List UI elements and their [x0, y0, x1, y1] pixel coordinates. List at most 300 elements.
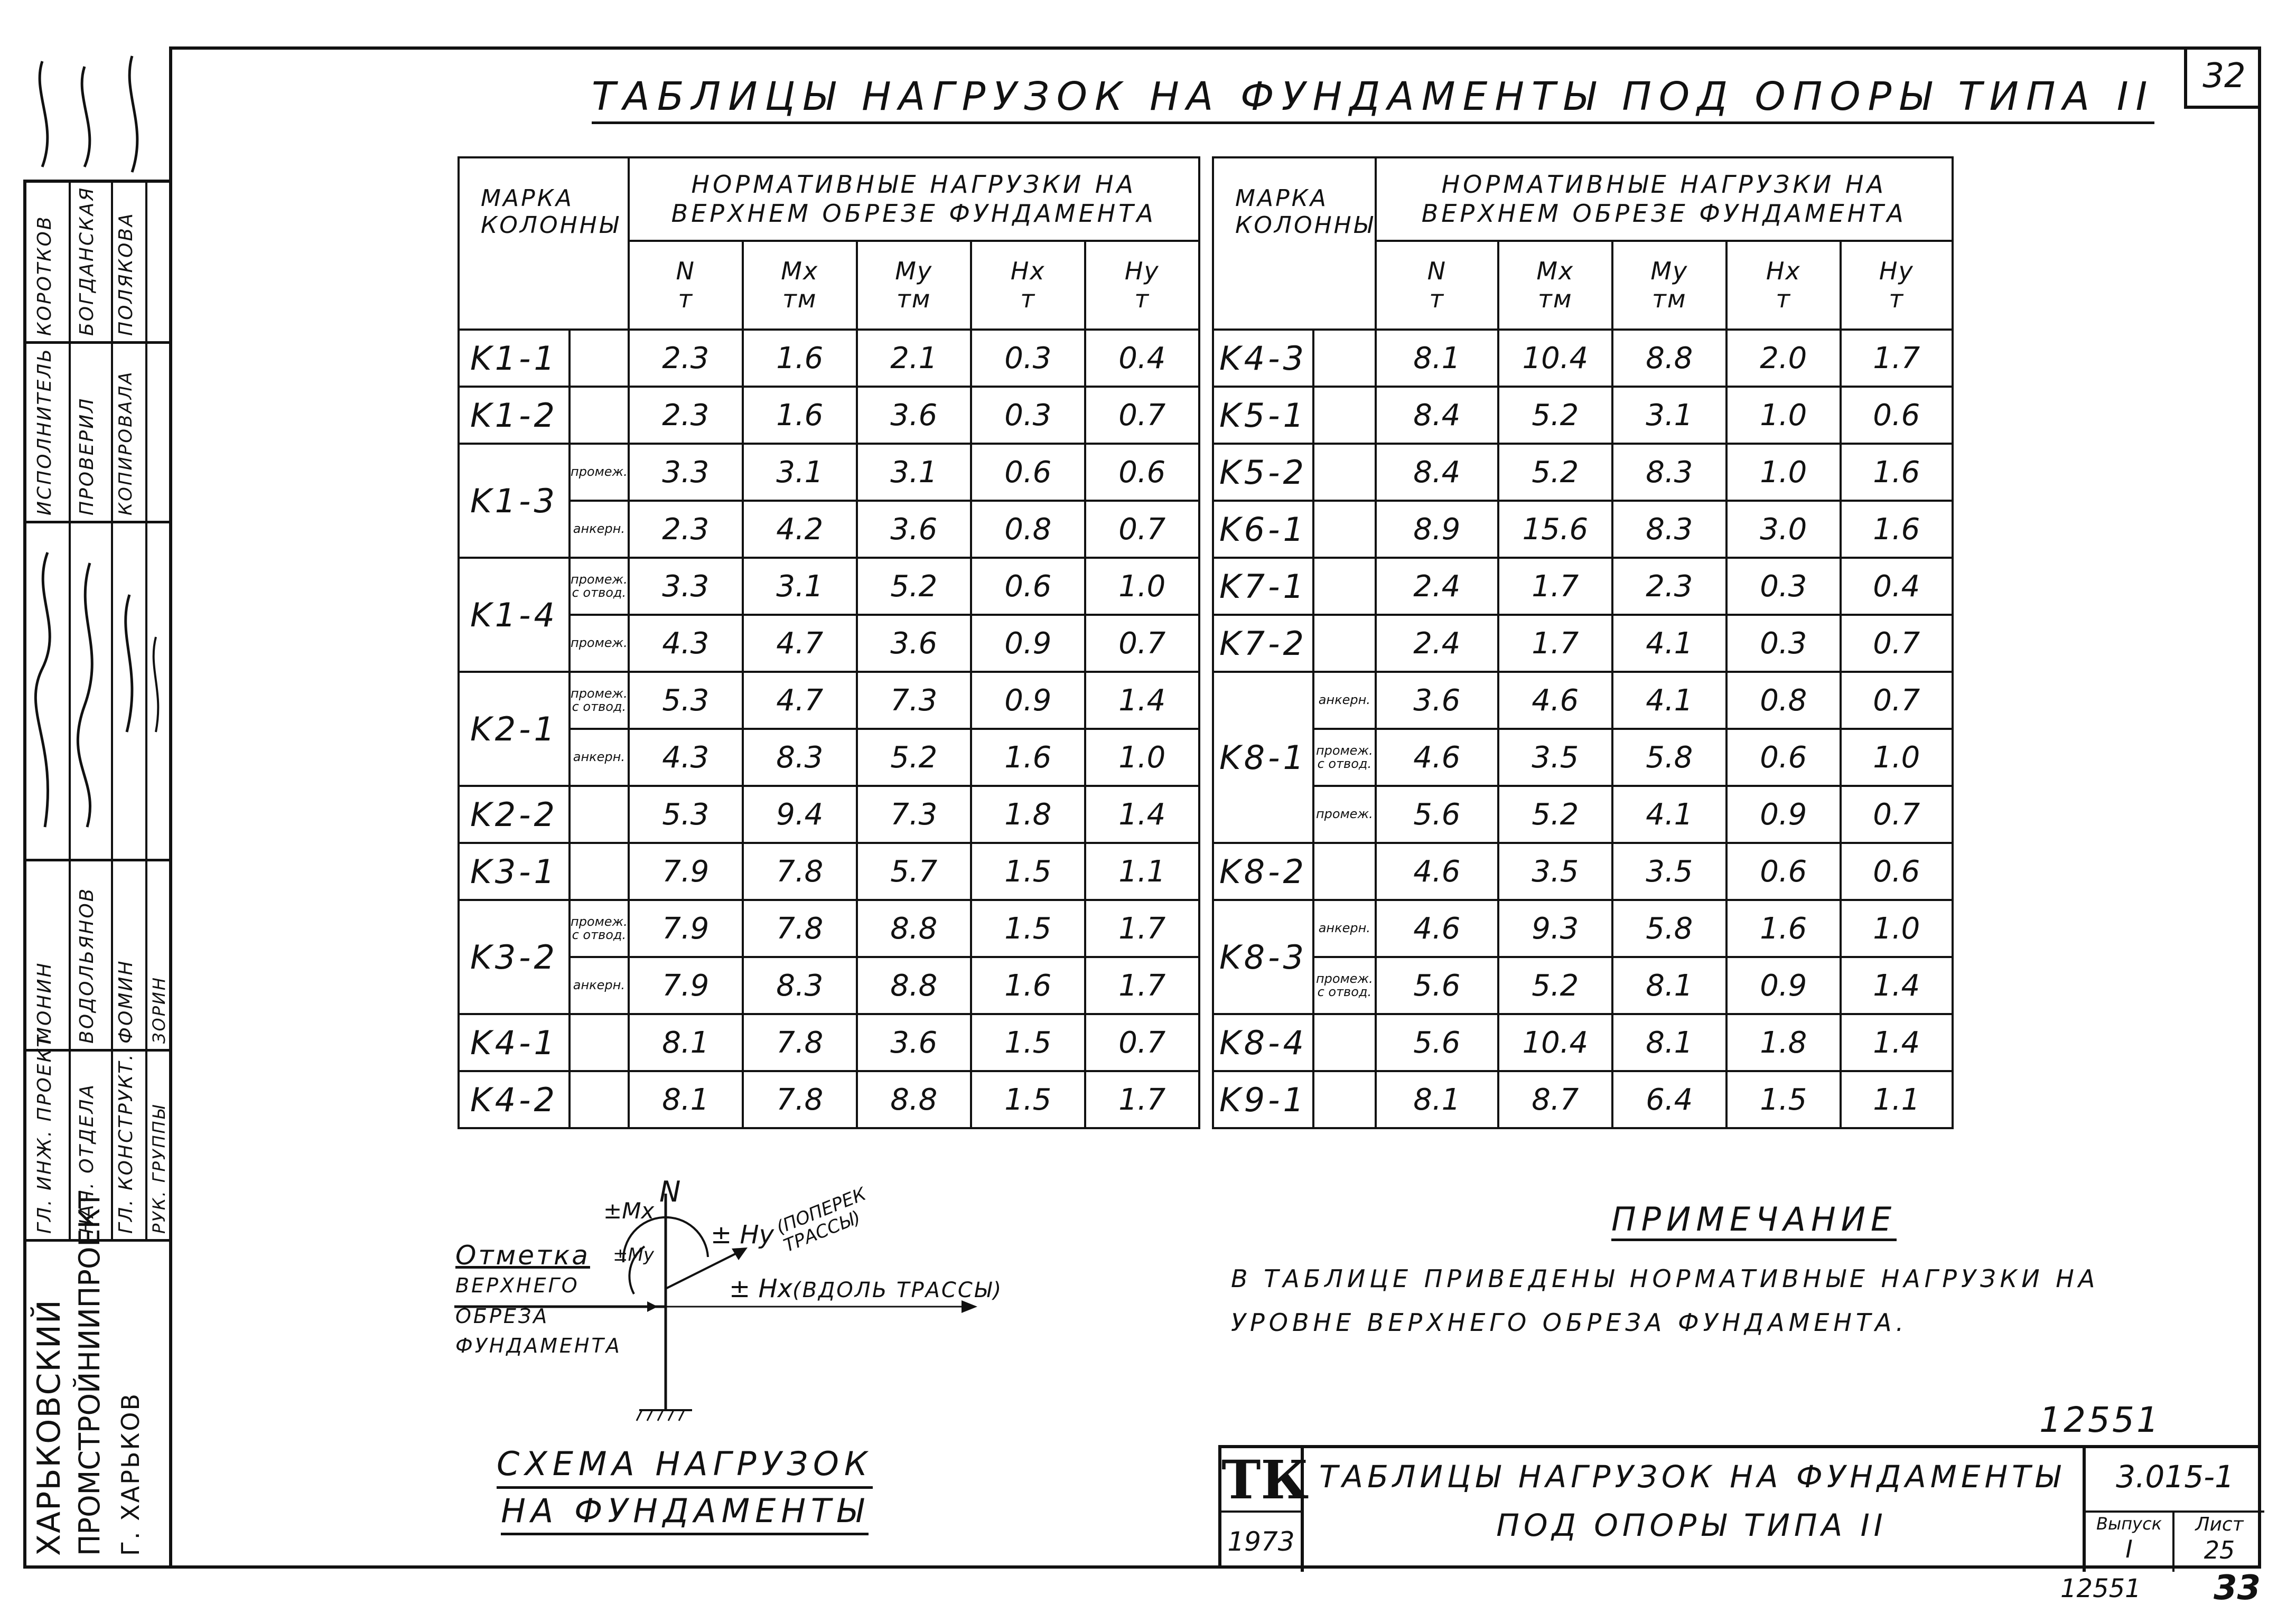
scheme-caption-line1: СХЕМА НАГРУЗОК [497, 1442, 873, 1489]
title-block-line2: ПОД ОПОРЫ ТИПА II [1496, 1507, 1887, 1543]
load-value-n: 4.3 [629, 615, 743, 672]
org-line-2: ПРОМСТРОЙНИИПРОЕКТ [73, 1191, 106, 1556]
load-value-hy: 0.7 [1085, 615, 1199, 672]
note-title: ПРИМЕЧАНИЕ [1611, 1200, 1897, 1241]
load-value-mx: 9.4 [743, 786, 857, 843]
row-subtype [570, 1071, 629, 1128]
load-value-my: 8.1 [1612, 1014, 1726, 1071]
tk-logo: ТК [1221, 1449, 1309, 1511]
load-value-n: 8.4 [1376, 444, 1498, 501]
load-value-hy: 0.6 [1085, 444, 1199, 501]
header-col-name: Hx [1766, 257, 1801, 286]
stamp-role-0: ГЛ. ИНЖ. ПРОЕКТ. [34, 1026, 55, 1234]
stamp-role2-2: КОПИРОВАЛА [115, 370, 136, 515]
column-mark: K4-1 [459, 1014, 570, 1071]
load-value-mx: 3.1 [743, 558, 857, 615]
header-col-unit: тм [896, 285, 931, 313]
page-title: ТАБЛИЦЫ НАГРУЗОК НА ФУНДАМЕНТЫ ПОД ОПОРЫ ТИПА II [592, 74, 2154, 124]
loads-table-right [1212, 156, 1954, 1129]
table-row [459, 330, 1199, 387]
load-value-n: 2.4 [1376, 558, 1498, 615]
title-block [1218, 1445, 2261, 1569]
load-value-n: 8.4 [1376, 387, 1498, 444]
table-row [459, 444, 1199, 501]
load-value-hx: 0.6 [971, 558, 1085, 615]
org-line-1: ХАРЬКОВСКИЙ [31, 1299, 68, 1556]
load-value-mx: 3.5 [1498, 729, 1612, 786]
column-mark: K8-3 [1213, 900, 1313, 1014]
load-value-my: 8.8 [857, 1071, 971, 1128]
header-col-name: N [1427, 257, 1446, 286]
load-value-my: 4.1 [1612, 615, 1726, 672]
stamp-role-1: НАЧ. ОТДЕЛА [76, 1083, 98, 1234]
load-value-mx: 3.1 [743, 444, 857, 501]
load-value-hx: 0.6 [971, 444, 1085, 501]
column-mark: K8-4 [1213, 1014, 1313, 1071]
loads-table-left [458, 156, 1200, 1129]
load-value-hx: 0.9 [1726, 957, 1841, 1014]
load-value-mx: 5.2 [1498, 444, 1612, 501]
table-row [459, 501, 1199, 558]
table-row [1213, 1014, 1953, 1071]
scheme-label-mark-4: ФУНДАМЕНТА [455, 1334, 622, 1357]
load-value-mx: 7.8 [743, 843, 857, 900]
row-subtype: промеж. [1313, 786, 1376, 843]
load-value-hy: 0.7 [1841, 786, 1953, 843]
load-value-hy: 1.7 [1841, 330, 1953, 387]
header-mark: МАРКА КОЛОННЫ [459, 157, 629, 330]
load-value-my: 3.1 [857, 444, 971, 501]
load-value-hx: 1.5 [971, 900, 1085, 957]
load-value-my: 5.8 [1612, 900, 1726, 957]
row-subtype: анкерн. [1313, 900, 1376, 957]
load-value-mx: 1.6 [743, 387, 857, 444]
scheme-label-mark-3: ОБРЕЗА [455, 1305, 549, 1328]
load-value-hx: 1.5 [971, 1014, 1085, 1071]
header-col-mx [1498, 241, 1612, 330]
load-value-hy: 1.4 [1085, 786, 1199, 843]
load-value-n: 3.3 [629, 444, 743, 501]
load-value-my: 8.3 [1612, 444, 1726, 501]
column-mark: K2-2 [459, 786, 570, 843]
stamp-name-0: МОНИН [34, 961, 55, 1044]
load-value-mx: 10.4 [1498, 330, 1612, 387]
load-value-n: 2.3 [629, 330, 743, 387]
load-value-hx: 0.3 [1726, 558, 1841, 615]
load-value-n: 2.3 [629, 387, 743, 444]
header-col-hx [1726, 241, 1841, 330]
header-col-n [629, 241, 743, 330]
header-mark: МАРКА КОЛОННЫ [1213, 157, 1376, 330]
signatures-lower [26, 531, 169, 848]
issue-value: I [2125, 1535, 2133, 1563]
load-value-hy: 1.7 [1085, 1071, 1199, 1128]
row-subtype [570, 387, 629, 444]
stamp-name-1: ВОДОЛЬЯНОВ [76, 887, 98, 1044]
load-value-n: 4.3 [629, 729, 743, 786]
table-row [1213, 387, 1953, 444]
stamp-name2-2: ПОЛЯКОВА [115, 212, 137, 336]
column-mark: K4-2 [459, 1071, 570, 1128]
load-value-hy: 1.0 [1841, 900, 1953, 957]
row-subtype: промеж. с отвод. [1313, 729, 1376, 786]
load-value-my: 3.1 [1612, 387, 1726, 444]
page-number: 33 [2214, 1569, 2261, 1608]
load-value-mx: 1.7 [1498, 615, 1612, 672]
side-stamp [23, 180, 169, 1569]
header-col-name: My [1650, 257, 1688, 286]
load-value-n: 7.9 [629, 843, 743, 900]
table-row [459, 1071, 1199, 1128]
load-value-hx: 1.8 [971, 786, 1085, 843]
load-value-mx: 7.8 [743, 900, 857, 957]
row-subtype: промеж. с отвод. [570, 558, 629, 615]
load-value-my: 2.1 [857, 330, 971, 387]
load-value-n: 7.9 [629, 900, 743, 957]
column-mark: K1-2 [459, 387, 570, 444]
scheme-label-hy-note: (ПОПЕРЕК ТРАССЫ) [773, 1183, 869, 1257]
load-value-n: 8.1 [629, 1014, 743, 1071]
load-value-my: 8.8 [857, 957, 971, 1014]
load-value-mx: 8.3 [743, 729, 857, 786]
row-subtype [570, 843, 629, 900]
load-value-hx: 1.5 [971, 843, 1085, 900]
scheme-label-mark-2: ВЕРХНЕГО [455, 1274, 580, 1297]
row-subtype: промеж. [570, 615, 629, 672]
header-col-unit: т [1134, 285, 1150, 313]
scheme-label-hx: ± Hx [729, 1274, 792, 1303]
header-col-name: Hy [1124, 257, 1160, 286]
load-value-n: 4.6 [1376, 729, 1498, 786]
load-value-hy: 1.7 [1085, 900, 1199, 957]
column-mark: K8-1 [1213, 672, 1313, 843]
header-col-name: Hx [1010, 257, 1046, 286]
load-value-mx: 5.2 [1498, 387, 1612, 444]
stamp-role2-0: ИСПОЛНИТЕЛЬ [34, 347, 55, 515]
load-value-my: 8.8 [857, 900, 971, 957]
table-row [459, 387, 1199, 444]
header-col-hx [971, 241, 1085, 330]
scheme-label-hx-note: (ВДОЛЬ ТРАССЫ) [792, 1278, 1003, 1302]
row-subtype [570, 330, 629, 387]
row-subtype [1313, 558, 1376, 615]
table-row [1213, 501, 1953, 558]
load-value-n: 8.1 [1376, 330, 1498, 387]
load-value-hy: 1.6 [1841, 501, 1953, 558]
load-value-hx: 0.9 [971, 672, 1085, 729]
bottom-stamp-number: 12551 [2060, 1574, 2141, 1603]
load-value-n: 4.6 [1376, 900, 1498, 957]
load-value-n: 8.1 [629, 1071, 743, 1128]
row-subtype [570, 786, 629, 843]
column-mark: K8-2 [1213, 843, 1313, 900]
header-col-my [1612, 241, 1726, 330]
load-value-my: 2.3 [1612, 558, 1726, 615]
issue-label: Выпуск [2096, 1514, 2162, 1534]
column-mark: K1-4 [459, 558, 570, 672]
header-col-unit: т [678, 285, 694, 313]
row-subtype: анкерн. [570, 729, 629, 786]
load-value-hx: 0.6 [1726, 843, 1841, 900]
title-block-code: 3.015-1 [2116, 1459, 2234, 1495]
header-col-unit: тм [1538, 285, 1573, 313]
load-value-hy: 0.7 [1841, 615, 1953, 672]
load-value-mx: 9.3 [1498, 900, 1612, 957]
handwritten-number: 12551 [2039, 1400, 2161, 1440]
load-value-n: 2.3 [629, 501, 743, 558]
load-value-mx: 1.7 [1498, 558, 1612, 615]
load-value-mx: 5.2 [1498, 957, 1612, 1014]
load-value-hy: 0.6 [1841, 843, 1953, 900]
table-row [459, 843, 1199, 900]
load-value-hx: 1.5 [971, 1071, 1085, 1128]
load-value-hx: 1.5 [1726, 1071, 1841, 1128]
load-value-hx: 2.0 [1726, 330, 1841, 387]
load-value-hy: 0.4 [1085, 330, 1199, 387]
header-normative: НОРМАТИВНЫЕ НАГРУЗКИ НА ВЕРХНЕМ ОБРЕЗЕ ФУНДАМЕНТА [629, 157, 1199, 241]
table-row [459, 615, 1199, 672]
table-row [459, 672, 1199, 729]
table-row [459, 900, 1199, 957]
load-value-my: 3.6 [857, 615, 971, 672]
title-block-year: 1973 [1227, 1526, 1295, 1557]
load-value-hx: 0.8 [971, 501, 1085, 558]
load-value-hx: 0.3 [971, 330, 1085, 387]
header-col-name: N [676, 257, 695, 286]
column-mark: K1-1 [459, 330, 570, 387]
header-col-my [857, 241, 971, 330]
load-value-hy: 1.6 [1841, 444, 1953, 501]
table-row [459, 786, 1199, 843]
sheet-number: 32 [2184, 46, 2261, 109]
header-col-unit: т [1889, 285, 1905, 313]
header-col-unit: т [1776, 285, 1791, 313]
load-value-hx: 0.6 [1726, 729, 1841, 786]
load-value-n: 5.6 [1376, 786, 1498, 843]
load-value-hx: 1.6 [971, 729, 1085, 786]
stamp-role-2: ГЛ. КОНСТРУКТ. [115, 1053, 137, 1234]
load-value-my: 7.3 [857, 786, 971, 843]
row-subtype [1313, 1014, 1376, 1071]
load-value-mx: 7.8 [743, 1071, 857, 1128]
header-normative: НОРМАТИВНЫЕ НАГРУЗКИ НА ВЕРХНЕМ ОБРЕЗЕ ФУНДАМЕНТА [1376, 157, 1953, 241]
load-value-mx: 5.2 [1498, 786, 1612, 843]
header-col-name: Mx [781, 257, 819, 286]
load-value-hx: 1.0 [1726, 387, 1841, 444]
load-value-hx: 0.3 [1726, 615, 1841, 672]
load-value-n: 5.3 [629, 786, 743, 843]
table-row [1213, 843, 1953, 900]
table-row [1213, 1071, 1953, 1128]
header-col-unit: т [1020, 285, 1036, 313]
table-row [1213, 330, 1953, 387]
load-value-mx: 15.6 [1498, 501, 1612, 558]
row-subtype [1313, 501, 1376, 558]
load-value-n: 5.6 [1376, 1014, 1498, 1071]
row-subtype: промеж. с отвод. [570, 672, 629, 729]
load-value-n: 3.6 [1376, 672, 1498, 729]
load-value-n: 5.6 [1376, 957, 1498, 1014]
column-mark: K5-2 [1213, 444, 1313, 501]
load-value-my: 5.2 [857, 729, 971, 786]
load-value-my: 8.1 [1612, 957, 1726, 1014]
load-value-n: 5.3 [629, 672, 743, 729]
stamp-name2-0: КОРОТКОВ [34, 215, 55, 336]
stamp-name2-1: БОГДАНСКАЯ [76, 186, 98, 336]
stamp-name-3: ЗОРИН [149, 976, 169, 1044]
note-text: В ТАБЛИЦЕ ПРИВЕДЕНЫ НОРМАТИВНЫЕ НАГРУЗКИ НА УРОВНЕ ВЕРХНЕГО ОБРЕЗА ФУНДАМЕНТА. [1231, 1264, 2099, 1337]
load-value-n: 7.9 [629, 957, 743, 1014]
table-row [1213, 672, 1953, 729]
load-value-n: 4.6 [1376, 843, 1498, 900]
load-value-hx: 0.3 [971, 387, 1085, 444]
table-row [459, 729, 1199, 786]
load-value-my: 3.6 [857, 1014, 971, 1071]
load-value-hy: 0.6 [1841, 387, 1953, 444]
row-subtype: анкерн. [1313, 672, 1376, 729]
load-value-mx: 4.2 [743, 501, 857, 558]
row-subtype: промеж. [570, 444, 629, 501]
load-value-my: 4.1 [1612, 786, 1726, 843]
row-subtype [1313, 615, 1376, 672]
header-col-unit: тм [782, 285, 817, 313]
signatures-upper [26, 45, 169, 183]
load-value-hy: 1.4 [1085, 672, 1199, 729]
column-mark: K3-1 [459, 843, 570, 900]
load-value-hx: 1.0 [1726, 444, 1841, 501]
header-col-name: Hy [1879, 257, 1914, 286]
row-subtype [1313, 843, 1376, 900]
sheet-label: Лист [2195, 1514, 2244, 1535]
load-value-n: 8.1 [1376, 1071, 1498, 1128]
load-value-my: 8.8 [1612, 330, 1726, 387]
column-mark: K1-3 [459, 444, 570, 558]
load-value-mx: 10.4 [1498, 1014, 1612, 1071]
load-value-hy: 0.4 [1841, 558, 1953, 615]
table-row [459, 957, 1199, 1014]
load-value-hy: 0.7 [1085, 501, 1199, 558]
header-col-unit: т [1429, 285, 1445, 313]
header-col-mx [743, 241, 857, 330]
row-subtype: промеж. с отвод. [1313, 957, 1376, 1014]
row-subtype [1313, 1071, 1376, 1128]
load-value-hy: 1.7 [1085, 957, 1199, 1014]
load-value-hy: 0.7 [1085, 387, 1199, 444]
load-value-my: 5.8 [1612, 729, 1726, 786]
load-value-hy: 1.0 [1085, 729, 1199, 786]
load-value-hy: 1.1 [1085, 843, 1199, 900]
column-mark: K7-2 [1213, 615, 1313, 672]
column-mark: K4-3 [1213, 330, 1313, 387]
row-subtype [570, 1014, 629, 1071]
load-value-mx: 4.7 [743, 615, 857, 672]
load-value-my: 6.4 [1612, 1071, 1726, 1128]
header-col-n [1376, 241, 1498, 330]
load-value-hy: 0.7 [1841, 672, 1953, 729]
load-value-my: 3.6 [857, 501, 971, 558]
load-value-hx: 1.6 [971, 957, 1085, 1014]
header-col-unit: тм [1652, 285, 1687, 313]
load-value-mx: 7.8 [743, 1014, 857, 1071]
table-row [1213, 558, 1953, 615]
stamp-role-3: РУК. ГРУППЫ [149, 1104, 169, 1234]
org-line-3: Г. ХАРЬКОВ [116, 1392, 145, 1556]
table-row [459, 558, 1199, 615]
row-subtype [1313, 387, 1376, 444]
header-col-hy [1841, 241, 1953, 330]
row-subtype [1313, 444, 1376, 501]
load-value-mx: 8.3 [743, 957, 857, 1014]
load-value-my: 4.1 [1612, 672, 1726, 729]
load-value-hy: 1.1 [1841, 1071, 1953, 1128]
column-mark: K3-2 [459, 900, 570, 1014]
load-value-my: 8.3 [1612, 501, 1726, 558]
load-value-my: 3.5 [1612, 843, 1726, 900]
scheme-caption-line2: НА ФУНДАМЕНТЫ [501, 1489, 868, 1536]
scheme-caption [497, 1442, 873, 1535]
table-row [459, 1014, 1199, 1071]
header-col-name: My [895, 257, 933, 286]
column-mark: K7-1 [1213, 558, 1313, 615]
load-value-hy: 0.7 [1085, 1014, 1199, 1071]
load-value-my: 3.6 [857, 387, 971, 444]
scheme-label-n: N [659, 1175, 681, 1208]
row-subtype: анкерн. [570, 501, 629, 558]
scheme-label-my: ±My [613, 1244, 654, 1265]
title-block-line1: ТАБЛИЦЫ НАГРУЗОК НА ФУНДАМЕНТЫ [1319, 1459, 2064, 1495]
load-value-my: 7.3 [857, 672, 971, 729]
load-value-hx: 0.9 [971, 615, 1085, 672]
load-value-n: 8.9 [1376, 501, 1498, 558]
load-value-hx: 1.8 [1726, 1014, 1841, 1071]
scheme-label-mark: Отметка [455, 1240, 590, 1271]
column-mark: K5-1 [1213, 387, 1313, 444]
table-row [1213, 615, 1953, 672]
row-subtype: анкерн. [570, 957, 629, 1014]
sheet-value: 25 [2204, 1536, 2235, 1564]
load-value-n: 3.3 [629, 558, 743, 615]
header-col-hy [1085, 241, 1199, 330]
stamp-role2-1: ПРОВЕРИЛ [76, 397, 98, 515]
load-value-mx: 4.7 [743, 672, 857, 729]
load-value-my: 5.2 [857, 558, 971, 615]
load-value-hy: 1.4 [1841, 1014, 1953, 1071]
row-subtype [1313, 330, 1376, 387]
load-value-hx: 3.0 [1726, 501, 1841, 558]
row-subtype: промеж. с отвод. [570, 900, 629, 957]
table-row [1213, 729, 1953, 786]
header-col-name: Mx [1536, 257, 1574, 286]
scheme-label-mx: ±Mx [603, 1198, 655, 1224]
column-mark: K6-1 [1213, 501, 1313, 558]
load-value-hy: 1.0 [1085, 558, 1199, 615]
load-value-mx: 3.5 [1498, 843, 1612, 900]
column-mark: K2-1 [459, 672, 570, 786]
load-value-hx: 0.9 [1726, 786, 1841, 843]
load-value-hy: 1.0 [1841, 729, 1953, 786]
load-value-n: 2.4 [1376, 615, 1498, 672]
stamp-name-2: ФОМИН [115, 959, 137, 1044]
table-row [1213, 957, 1953, 1014]
column-mark: K9-1 [1213, 1071, 1313, 1128]
scheme-label-hy: ± Hy [711, 1220, 774, 1250]
load-value-mx: 1.6 [743, 330, 857, 387]
load-value-hx: 0.8 [1726, 672, 1841, 729]
load-value-hx: 1.6 [1726, 900, 1841, 957]
load-value-mx: 8.7 [1498, 1071, 1612, 1128]
load-value-hy: 1.4 [1841, 957, 1953, 1014]
load-value-mx: 4.6 [1498, 672, 1612, 729]
